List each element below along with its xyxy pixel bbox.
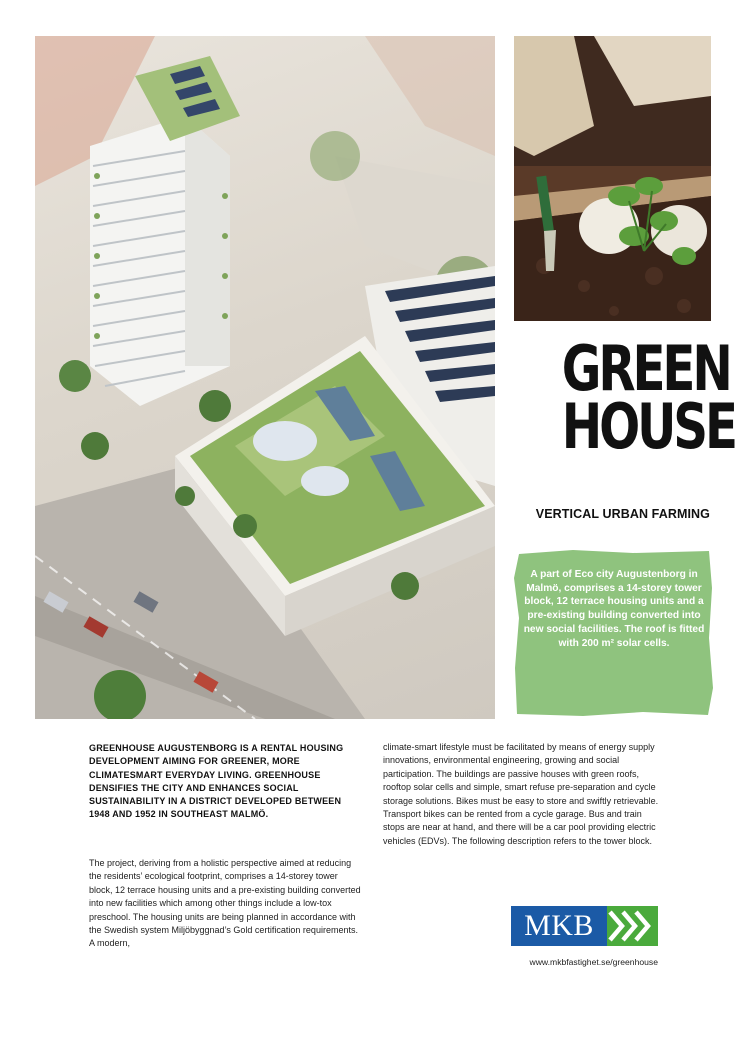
arrows-icon xyxy=(607,906,658,946)
page-title xyxy=(561,332,735,463)
logo-text: MKB xyxy=(511,906,607,946)
body-paragraph-2: climate-smart lifestyle must be facilitated by means of energy supply innovations, environmental engineering, growing and social participation. The buildings are passive houses with green roofs, rooftop solar cells and simple, smart refuse pre-separation and cycle storage solutions. Bikes must be easy to store and swiftly retrievable. Transport bikes can be rented from a cycle garage. Bus and train stops are near at hand, and there will be a car pool providing electric vehicles (EDVs). The following description refers to the tower block. xyxy=(383,742,659,846)
lead-paragraph: GREENHOUSE AUGUSTENBORG IS A RENTAL HOUSING DEVELOPMENT AIMING FOR GREENER, MORE CLIMATESMART EVERYDAY LIVING. GREENHOUSE DENSIFIES THE CITY AND ENHANCES SOCIAL SUSTAINABILITY IN A DISTRICT DEVELOPED BETWEEN 1948 AND 1952 IN SOUTHEAST MALMÖ. xyxy=(89,743,344,820)
website-link[interactable]: www.mkbfastighet.se/greenhouse xyxy=(529,957,658,967)
callout-text: A part of Eco city Augustenborg in Malmö, comprises a 14-storey tower block, 12 terrace housing units and a pre-existing building converted into new social facilities. The roof is fitted with 200 m² solar cells. xyxy=(523,569,705,649)
title-line-1: GREEN xyxy=(561,332,730,405)
body-paragraph-1: The project, deriving from a holistic perspective aimed at reducing the residents’ ecological footprint, comprises a 14-storey tower block, 12 terrace housing units and a pre-existing building converted into new facilities which among other things include a low-tox preschool. The housing units are being planned in accordance with the Swedish system Miljöbyggnad’s Gold certification requirements. A modern, xyxy=(89,858,361,949)
page-subtitle: VERTICAL URBAN FARMING xyxy=(535,507,710,521)
gardening-photo xyxy=(514,36,711,321)
title-line-2: HOUSE xyxy=(561,390,735,463)
hero-aerial-image xyxy=(35,36,495,719)
mkb-logo xyxy=(511,906,658,946)
